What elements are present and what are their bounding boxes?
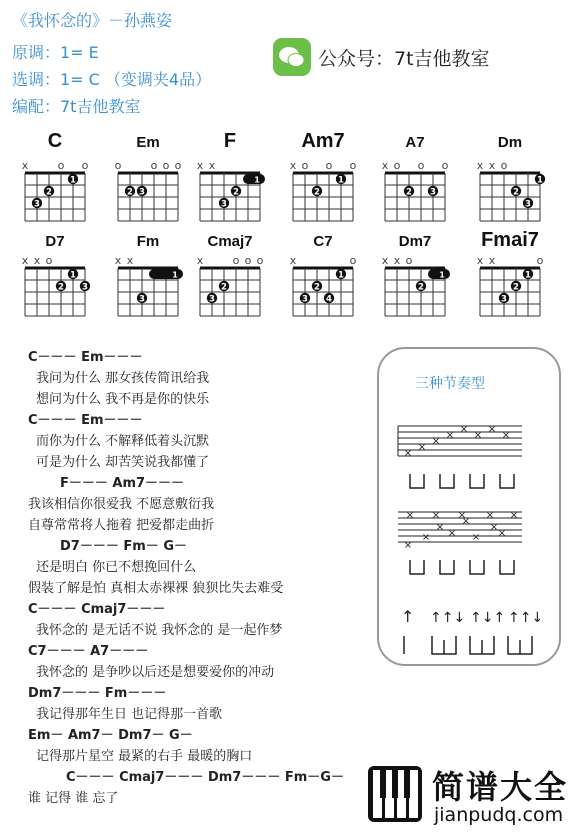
chord-name: A7 — [405, 134, 425, 151]
string-marker: x — [488, 159, 496, 172]
chord-line: Dm7－－－ Fm－－－ — [28, 686, 167, 701]
chord-line: C7－－－ A7－－－ — [28, 644, 149, 659]
finger-label: 2 — [46, 187, 52, 198]
string-marker: o — [150, 159, 158, 172]
rhythm-x: × — [431, 436, 441, 447]
string-marker: o — [405, 254, 413, 267]
rhythm-panel — [377, 347, 561, 666]
lyric-line: 我怀念的 是无话不说 我怀念的 是一起作梦 — [36, 623, 283, 638]
string-marker: o — [256, 254, 264, 267]
finger-label: 1 — [338, 270, 344, 281]
rhythm-x: × — [405, 510, 415, 521]
string-marker: x — [381, 159, 389, 172]
string-marker: o — [500, 159, 508, 172]
string-marker: x — [488, 254, 496, 267]
chord-name: Am7 — [301, 130, 345, 152]
finger-label: 3 — [302, 294, 308, 305]
lyric-line: 自尊常常将人拖着 把爱都走曲折 — [28, 518, 215, 533]
rhythm-x: × — [489, 522, 499, 533]
string-marker: o — [162, 159, 170, 172]
string-marker: o — [536, 254, 544, 267]
finger-label: 3 — [209, 294, 215, 305]
string-marker: x — [126, 254, 134, 267]
strum-arrow: ↑↑↓ — [430, 610, 466, 626]
chord-name: F — [223, 130, 237, 152]
chord-name: Em — [136, 134, 160, 151]
finger-label: 3 — [221, 199, 227, 210]
finger-label: 1 — [338, 175, 344, 186]
finger-label: 2 — [406, 187, 412, 198]
lyric-line: 假装了解是怕 真相太赤裸裸 狼狈比失去难受 — [28, 581, 284, 596]
finger-label: 2 — [233, 187, 239, 198]
rhythm-x: × — [457, 510, 467, 521]
finger-label: 1 — [525, 270, 531, 281]
rhythm-x: × — [431, 510, 441, 521]
finger-label: 3 — [525, 199, 531, 210]
watermark-url: jianpudq.com — [434, 804, 564, 826]
chord-diagram-c — [22, 130, 89, 221]
rhythm-x: × — [445, 430, 455, 441]
rhythm-x: × — [485, 510, 495, 521]
finger-label: 3 — [501, 294, 507, 305]
string-marker: x — [381, 254, 389, 267]
lyric-line: 我记得那年生日 也记得那一首歌 — [36, 707, 223, 722]
string-marker: o — [349, 159, 357, 172]
rhythm-x: × — [421, 532, 431, 543]
lyric-line: 我怀念的 是争吵以后还是想要爱你的冲动 — [36, 665, 275, 680]
string-marker: o — [349, 254, 357, 267]
rhythm-x: × — [487, 424, 497, 435]
finger-label: 2 — [513, 282, 519, 293]
string-marker: o — [301, 159, 309, 172]
finger-label: 2 — [314, 187, 320, 198]
string-marker: x — [289, 159, 297, 172]
barre — [149, 269, 183, 279]
chord-line: F－－－ Am7－－－ — [60, 476, 185, 491]
string-marker: o — [45, 254, 53, 267]
strum-arrow: ↑ — [401, 607, 415, 626]
chord-diagram-f — [197, 130, 265, 221]
lyric-line: 想问为什么 我不再是你的快乐 — [36, 392, 210, 407]
string-marker: x — [114, 254, 122, 267]
string-marker: o — [57, 159, 65, 172]
rhythm-x: × — [403, 540, 413, 551]
chord-line: C－－－ Em－－－ — [28, 350, 143, 365]
lyric-line: 记得那片星空 最紧的右手 最暖的胸口 — [36, 749, 253, 764]
chord-name: Dm7 — [398, 233, 432, 250]
rhythm-x: × — [509, 510, 519, 521]
chord-diagram-am7 — [290, 130, 357, 221]
string-marker: x — [476, 254, 484, 267]
finger-label: 2 — [127, 187, 133, 198]
finger-label: 2 — [58, 282, 64, 293]
finger-label: 1 — [70, 270, 76, 281]
rhythm-x: × — [471, 532, 481, 543]
chord-line: C－－－ Cmaj7－－－ Dm7－－－ Fm－G－ — [66, 770, 344, 785]
rhythm-x: × — [497, 528, 507, 539]
piano-logo-icon — [368, 766, 422, 822]
rhythm-x: × — [447, 528, 457, 539]
string-marker: x — [21, 159, 29, 172]
chord-name: Dm — [497, 134, 523, 151]
chord-diagram-em — [115, 134, 182, 221]
finger-label: 2 — [513, 187, 519, 198]
chord-name: C — [47, 130, 63, 152]
finger-label: 1 — [172, 270, 178, 280]
chord-diagram-dm — [477, 134, 545, 221]
arranger: 编配：7t吉他教室 — [12, 97, 141, 116]
chord-line: C－－－ Cmaj7－－－ — [28, 602, 166, 617]
original-key: 原调：1= E — [12, 43, 99, 62]
chord-line: C－－－ Em－－－ — [28, 413, 143, 428]
string-marker: o — [232, 254, 240, 267]
finger-label: 2 — [418, 282, 424, 293]
finger-label: 1 — [70, 175, 76, 186]
rhythm-x: × — [417, 442, 427, 453]
string-marker: x — [476, 159, 484, 172]
string-marker: o — [325, 159, 333, 172]
chord-diagram-cmaj7 — [197, 233, 264, 316]
string-marker: o — [441, 159, 449, 172]
string-marker: x — [196, 254, 204, 267]
chord-name: Fmai7 — [481, 229, 539, 251]
string-marker: o — [174, 159, 182, 172]
string-marker: x — [196, 159, 204, 172]
rhythm-x: × — [435, 522, 445, 533]
rhythm-title: 三种节奏型 — [415, 376, 485, 392]
chord-name: D7 — [45, 233, 65, 250]
wechat-account: 公众号：7t吉他教室 — [318, 48, 490, 70]
finger-label: 3 — [139, 187, 145, 198]
strum-arrow: ↑↓↑ — [470, 610, 506, 626]
finger-label: 3 — [82, 282, 88, 293]
chord-line: Em－ Am7－ Dm7－ G－ — [28, 728, 193, 743]
string-marker: x — [21, 254, 29, 267]
lyric-line: 可是为什么 却苦笑说我都懂了 — [36, 455, 210, 470]
finger-label: 1 — [439, 270, 445, 280]
lyric-line: 我问为什么 那女孩传简讯给我 — [36, 371, 210, 386]
rhythm-x: × — [473, 430, 483, 441]
string-marker: x — [393, 254, 401, 267]
chord-diagram-fm — [115, 233, 183, 316]
finger-label: 3 — [34, 199, 40, 210]
chord-diagram-dm7 — [382, 233, 450, 316]
rhythm-x: × — [403, 448, 413, 459]
chord-name: C7 — [313, 233, 333, 250]
chord-diagram-d7 — [22, 233, 90, 316]
lyric-line: 还是明白 你已不想挽回什么 — [36, 560, 197, 575]
finger-label: 3 — [139, 294, 145, 305]
string-marker: o — [417, 159, 425, 172]
song-title: 《我怀念的》－孙燕姿 — [12, 11, 173, 30]
rhythm-x: × — [501, 430, 511, 441]
watermark-title: 简谱大全 — [432, 768, 569, 806]
string-marker: o — [244, 254, 252, 267]
finger-label: 3 — [430, 187, 436, 198]
finger-label: 2 — [314, 282, 320, 293]
string-marker: x — [289, 254, 297, 267]
selected-key: 选调：1= C （变调夹4品） — [12, 70, 212, 89]
lyric-line: 谁 记得 谁 忘了 — [28, 791, 119, 806]
string-marker: x — [33, 254, 41, 267]
finger-label: 2 — [221, 282, 227, 293]
strum-arrow: ↑↑↓ — [508, 610, 544, 626]
chord-name: Fm — [136, 233, 160, 250]
finger-label: 1 — [254, 175, 260, 185]
chord-diagrams — [0, 0, 587, 340]
lyric-line: 我该相信你很爱我 不愿意敷衍我 — [28, 497, 215, 512]
chord-diagram-a7 — [382, 134, 449, 221]
chord-diagram-c7 — [290, 233, 357, 316]
chord-diagram-fmai7 — [477, 229, 544, 316]
rhythm-x: × — [459, 424, 469, 435]
string-marker: o — [81, 159, 89, 172]
rhythm-x: × — [461, 516, 471, 527]
string-marker: x — [208, 159, 216, 172]
finger-label: 4 — [326, 294, 332, 305]
chord-name: Cmaj7 — [207, 233, 253, 250]
chord-line: D7－－－ Fm－ G－ — [60, 539, 187, 554]
finger-label: 1 — [537, 175, 543, 186]
string-marker: o — [114, 159, 122, 172]
lyric-line: 而你为什么 不解释低着头沉默 — [36, 434, 210, 449]
string-marker: o — [393, 159, 401, 172]
